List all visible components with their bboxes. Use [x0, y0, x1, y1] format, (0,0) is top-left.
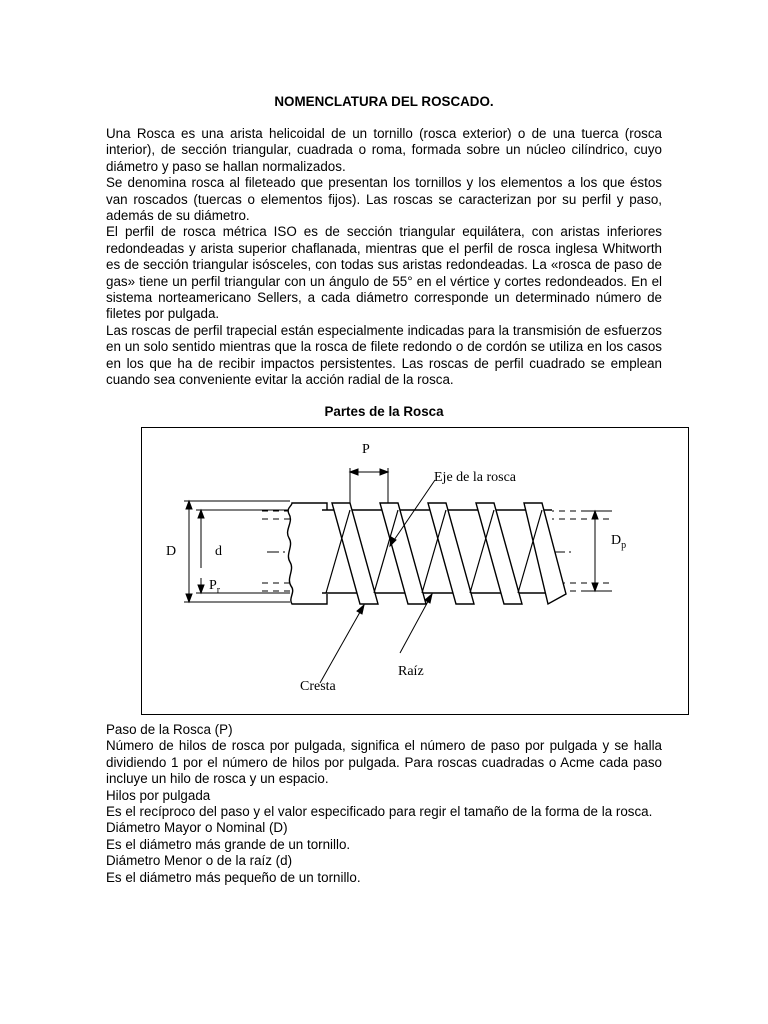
paragraph: Se denomina rosca al fileteado que presentan los tornillos y los elementos a los que éstos van roscados (tuercas o elementos fijos). Las roscas se caracterizan por su perfil y paso, además de su diámetro.: [106, 175, 662, 224]
definition-term: Hilos por pulgada: [106, 787, 211, 803]
definition-term: Diámetro Menor o de la raíz (d): [106, 853, 293, 869]
paragraph: Las roscas de perfil trapecial están especialmente indicadas para la transmisión de esfuerzos en un solo sentido mientras que la rosca de filete redondo o de cordón se utiliza en los casos en los que ha de recibir impactos persistentes. Las roscas de perfil cuadrado se emplean cuando sea conveniente evitar la acción radial de la rosca.: [106, 322, 662, 388]
thread-depth-letter: P: [209, 578, 217, 593]
thread-diagram: [142, 428, 690, 716]
pitch-label: P: [362, 442, 370, 457]
major-diameter-label: D: [166, 544, 177, 559]
paragraph: El perfil de rosca métrica ISO es de sección triangular equilátera, con aristas inferiores redondeadas y arista superior chaflanada, mientras que el perfil de rosca inglesa Whitworth es de sección triangular isósceles, con todas sus aristas redondeadas. La «rosca de paso de gas» tiene un perfil triangular con un ángulo de 55° en el vértice y cortes redondeados. En el sistema norteamericano Sellers, a cada diámetro corresponde un determinado número de filetes por pulgada.: [106, 224, 662, 322]
root-label: Raíz: [398, 664, 424, 679]
definition-text: Es el recíproco del paso y el valor especificado para regir el tamaño de la forma de la rosca.: [106, 804, 653, 820]
body-text: [106, 126, 662, 389]
pitch-diameter-label: [611, 533, 626, 551]
minor-diameter-label: d: [215, 544, 222, 559]
document-title: NOMENCLATURA DEL ROSCADO.: [274, 94, 494, 109]
crest-label: Cresta: [300, 679, 336, 694]
axis-label: Eje de la rosca: [434, 470, 517, 485]
pitch-dimension: [350, 468, 388, 503]
pitch-diameter-letter: D: [611, 533, 622, 548]
definition-term: Paso de la Rosca (P): [106, 722, 233, 737]
figure-title: Partes de la Rosca: [324, 404, 444, 419]
definition-text: Es el diámetro más pequeño de un tornillo.: [106, 869, 361, 885]
paragraph: Una Rosca es una arista helicoidal de un tornillo (rosca exterior) o de una tuerca (rosca interior), de sección triangular, cuadrada o roma, formada sobre un núcleo cilíndrico, cuyo diámetro y paso se hallan normalizados.: [106, 126, 662, 174]
thread-depth-subscript: r: [216, 585, 221, 596]
definition-term: Diámetro Mayor o Nominal (D): [106, 820, 288, 836]
crest-leader: [320, 605, 364, 683]
definition-text: Número de hilos de rosca por pulgada, significa el número de paso por pulgada y se halla dividiendo 1 por el número de hilos por pulgada. Para roscas cuadradas o Acme cada paso incluye un hilo de rosca y un espacio.: [106, 738, 662, 787]
pitch-diameter-subscript: p: [621, 540, 627, 551]
thread-figure: [141, 427, 689, 715]
definitions: [106, 722, 662, 886]
definition-text: Es el diámetro más grande de un tornillo.: [106, 836, 351, 852]
